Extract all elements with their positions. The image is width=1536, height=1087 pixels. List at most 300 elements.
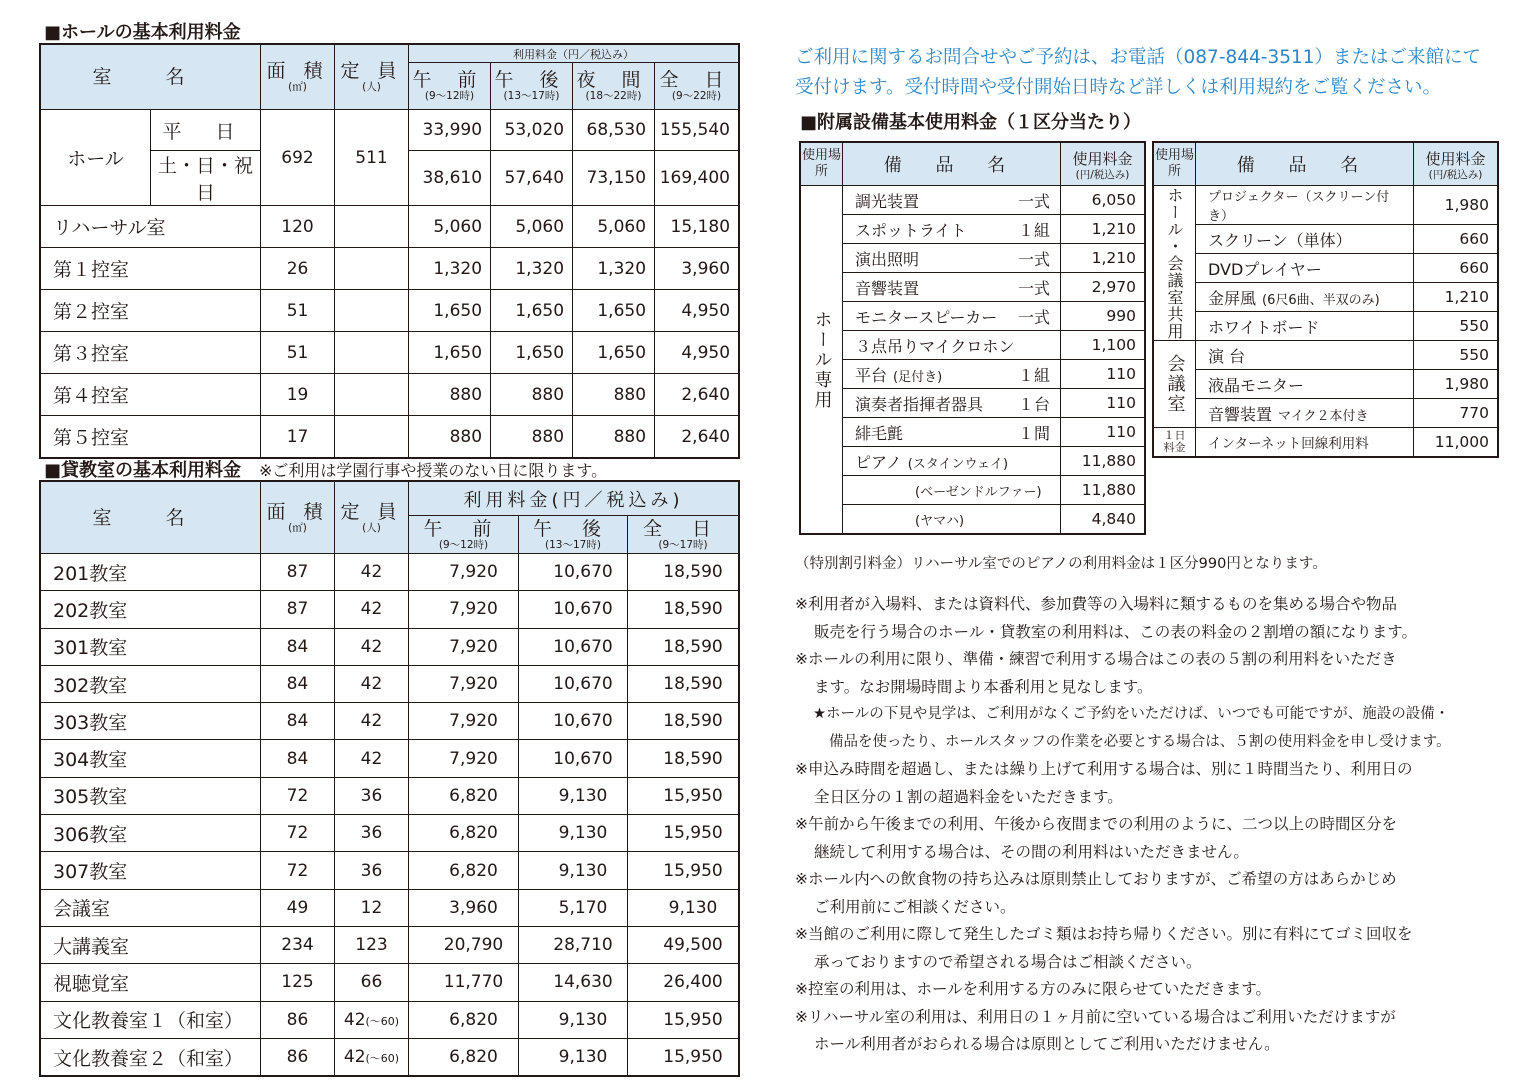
table-row (41, 964, 739, 1001)
room-name: 第３控室 (41, 332, 261, 374)
equipment-group-shared (1154, 186, 1196, 341)
room-fee: 1,650 (573, 332, 655, 374)
equipment-item-label (855, 189, 919, 212)
equipment-item-label (1208, 373, 1304, 396)
equipment-item-text: ピアノ (855, 452, 902, 472)
capacity-value: 42 (343, 1009, 366, 1030)
room-capacity (335, 416, 409, 458)
classroom-fee: 7,920 (409, 554, 519, 591)
classroom-fee: 18,590 (628, 591, 739, 628)
equipment-group-label: ホール専用 (811, 309, 833, 410)
equipment-item (843, 389, 1061, 418)
equipment-item-wrap (843, 247, 1060, 270)
equipment-item-label (855, 392, 983, 415)
table-row (801, 273, 1145, 302)
classroom-fee: 9,130 (519, 777, 628, 814)
classroom-fee: 26,400 (628, 964, 739, 1001)
equipment-item-wrap (843, 392, 1060, 415)
room-area: 51 (261, 290, 335, 332)
classroom-fee: 10,670 (519, 554, 628, 591)
equipment-fee: 990 (1061, 302, 1145, 331)
capacity-value: 36 (360, 823, 383, 844)
equipment-item-note: (ヤマハ) (915, 513, 965, 529)
classroom-fee: 14,630 (519, 964, 628, 1001)
equipment-group-hall-only (801, 186, 843, 534)
classroom-capacity (335, 554, 409, 591)
classroom-area: 72 (261, 777, 335, 814)
capacity-value: 123 (355, 935, 388, 956)
table-row (41, 889, 739, 926)
classroom-fee: 9,130 (519, 1001, 628, 1038)
equipment-item-unit: 一式 (1017, 191, 1050, 211)
classroom-fee: 18,590 (628, 665, 739, 702)
classroom-area: 86 (261, 1001, 335, 1038)
hall-weekday-fee: 155,540 (655, 110, 739, 151)
classroom-area: 72 (261, 815, 335, 852)
table-row (41, 374, 739, 416)
table-row (801, 215, 1145, 244)
equipment-item (1196, 428, 1414, 457)
room-fee: 1,650 (491, 290, 573, 332)
room-name: リハーサル室 (41, 206, 261, 248)
note-line: 販売を行う場合のホール・貸教室の利用料は、この表の料金の２割増の額になります。 (814, 622, 1417, 641)
classroom-area: 72 (261, 852, 335, 889)
room-fee: 5,060 (491, 206, 573, 248)
table-row (41, 1001, 739, 1038)
equipment-fee: 660 (1414, 225, 1498, 254)
equipment-item-label (855, 421, 903, 444)
classroom-name: 303教室 (41, 703, 261, 740)
equipment-item (843, 331, 1061, 360)
classroom-fee: 6,820 (409, 777, 519, 814)
equipment-item-unit: 一式 (1017, 278, 1050, 298)
classroom-header-capacity: 定 員 (人) (335, 482, 409, 554)
contact-info (795, 43, 1481, 103)
classroom-fee: 7,920 (409, 591, 519, 628)
room-fee: 1,320 (491, 248, 573, 290)
classroom-capacity (335, 852, 409, 889)
equipment-item-text: プロジェクター（スクリーン付き） (1208, 190, 1390, 224)
hall-weekday-fee: 53,020 (491, 110, 573, 151)
table-row (41, 206, 739, 248)
room-fee: 1,650 (409, 332, 491, 374)
room-fee: 880 (491, 416, 573, 458)
table-row (1154, 186, 1498, 225)
equipment-item-label (1208, 257, 1322, 280)
table-row (1154, 312, 1498, 341)
table-row (1154, 428, 1498, 457)
equipment-item-unit: １組 (1017, 365, 1050, 385)
equipment-fee: 2,970 (1061, 273, 1145, 302)
table-row (41, 740, 739, 777)
equipment-fee: 110 (1061, 389, 1145, 418)
room-fee: 1,650 (573, 290, 655, 332)
equipment-header-item: 備 品 名 (1196, 143, 1414, 186)
hall-header-room: 室 名 (41, 45, 261, 110)
table-row (801, 447, 1145, 476)
table-row (41, 703, 739, 740)
room-area: 51 (261, 332, 335, 374)
capacity-note: (～60) (365, 1052, 400, 1065)
classroom-header-area: 面 積 (㎡) (261, 482, 335, 554)
table-row (801, 331, 1145, 360)
equipment-group-label: ホール・会議室共用 (1165, 186, 1184, 340)
classroom-fee: 15,950 (628, 852, 739, 889)
equipment-item-unit: １組 (1017, 220, 1050, 240)
classroom-fee: 7,920 (409, 703, 519, 740)
equipment-item-wrap (1196, 186, 1413, 224)
classroom-capacity (335, 591, 409, 628)
classroom-name: 文化教養室１（和室） (41, 1001, 261, 1038)
equipment-item-unit: 一式 (1017, 307, 1050, 327)
table-row (801, 389, 1145, 418)
equipment-header-place: 使用場所 (1154, 143, 1196, 186)
capacity-value: 42 (360, 636, 383, 657)
note-line: 継続して利用する場合は、その間の利用料はいただきません。 (814, 842, 1249, 861)
equipment-item-text: DVDプレイヤー (1208, 259, 1322, 279)
room-fee: 880 (573, 374, 655, 416)
equipment-item-wrap (843, 421, 1060, 444)
hall-row-name: ホール (41, 110, 151, 206)
equipment-item-note: (足付き) (893, 369, 943, 385)
classroom-fee: 18,590 (628, 628, 739, 665)
equipment-group-daily (1154, 428, 1196, 457)
equipment-item (843, 418, 1061, 447)
table-row (41, 554, 739, 591)
capacity-value: 42 (343, 1047, 366, 1067)
classroom-area: 84 (261, 665, 335, 702)
equipment-item-label (855, 218, 967, 241)
equipment-item-wrap (1196, 344, 1413, 367)
equipment-item-wrap (843, 450, 1060, 473)
classroom-area: 84 (261, 740, 335, 777)
capacity-value: 42 (360, 674, 383, 695)
note-line: ※申込み時間を超過し、または繰り上げて利用する場合は、別に１時間当たり、利用日の (795, 760, 1413, 778)
equipment-item-note: (6尺6曲、半双のみ) (1262, 292, 1380, 308)
hall-holiday-label: 土・日・祝日 (151, 151, 261, 206)
equipment-header-place: 使用場所 (801, 143, 843, 186)
equipment-item-label (855, 276, 919, 299)
note-line: 全日区分の１割の超過料金をいただきます。 (814, 787, 1123, 806)
contact-line: ご利用に関するお問合せやご予約は、お電話（087-844-3511）またはご来館にて (795, 47, 1482, 68)
hall-fee-table (40, 44, 739, 458)
capacity-value: 42 (360, 562, 383, 583)
hall-holiday-fee: 169,400 (655, 151, 739, 206)
capacity-value: 42 (360, 711, 383, 732)
classroom-fee: 9,130 (628, 889, 739, 926)
classroom-name: 302教室 (41, 665, 261, 702)
equipment-fee: 1,980 (1414, 186, 1498, 225)
classroom-capacity (335, 815, 409, 852)
equipment-item-label (1208, 402, 1369, 425)
table-row (41, 815, 739, 852)
equipment-item-text: 緋毛氈 (855, 423, 904, 443)
table-row (41, 332, 739, 374)
equipment-item (1196, 254, 1414, 283)
equipment-item-label (1208, 432, 1369, 452)
room-area: 120 (261, 206, 335, 248)
table-row (41, 665, 739, 702)
classroom-section-title: ■貸教室の基本利用料金 ※ご利用は学園行事や授業のない日に限ります。 (44, 460, 608, 481)
room-fee: 2,640 (655, 416, 739, 458)
table-row (41, 926, 739, 963)
hall-header-morning: 午 前 (9～12時) (409, 63, 491, 110)
equipment-item-unit: １間 (1017, 423, 1050, 443)
equipment-item-text: ３点吊りマイクロホン (855, 336, 1015, 356)
note-line: ご利用前にご相談ください。 (814, 897, 1016, 916)
equipment-item-wrap (1196, 228, 1413, 251)
classroom-fee: 15,950 (628, 1038, 739, 1075)
classroom-fee: 18,590 (628, 554, 739, 591)
classroom-fee: 7,920 (409, 740, 519, 777)
equipment-fee: 1,980 (1414, 370, 1498, 399)
table-row (801, 360, 1145, 389)
classroom-name: 文化教養室２（和室） (41, 1038, 261, 1075)
table-row (41, 591, 739, 628)
classroom-fee-table (40, 481, 739, 1076)
classroom-area: 87 (261, 591, 335, 628)
equipment-fee: 110 (1061, 418, 1145, 447)
room-fee: 1,320 (409, 248, 491, 290)
classroom-header-afternoon: 午 後 (13～17時) (519, 516, 628, 554)
equipment-fee: 550 (1414, 341, 1498, 370)
note-line: ★ホールの下見や見学は、ご利用がなくご予約をいただけば、いつでも可能ですが、施設の設備・ (813, 706, 1450, 722)
equipment-fee: 11,000 (1414, 428, 1498, 457)
capacity-value: 36 (360, 860, 383, 881)
room-name: 第５控室 (41, 416, 261, 458)
usage-notes (795, 591, 1515, 1059)
classroom-area: 87 (261, 554, 335, 591)
room-area: 17 (261, 416, 335, 458)
special-discount-note: （特別割引料金）リハーサル室でのピアノの利用料金は１区分990円となります。 (795, 556, 1327, 572)
equipment-item (843, 505, 1061, 534)
note-line: ※リハーサル室の利用は、利用日の１ヶ月前に空いている場合はご利用いただけますが (795, 1007, 1396, 1026)
classroom-capacity (335, 777, 409, 814)
room-capacity (335, 248, 409, 290)
classroom-area: 234 (261, 926, 335, 963)
equipment-item-text: スポットライト (855, 220, 967, 240)
hall-header-capacity: 定 員 (人) (335, 45, 409, 110)
capacity-value: 42 (360, 599, 383, 620)
note-line: ※控室の利用は、ホールを利用する方のみに限らせていただきます。 (795, 980, 1271, 998)
equipment-item (843, 447, 1061, 476)
note-line: 承っておりますので希望される場合はご相談ください。 (814, 952, 1202, 971)
equipment-hall-table (800, 142, 1145, 534)
classroom-fee: 11,770 (409, 964, 519, 1001)
hall-weekday-fee: 68,530 (573, 110, 655, 151)
classroom-capacity (335, 703, 409, 740)
classroom-fee: 7,920 (409, 628, 519, 665)
hall-capacity: 511 (335, 110, 409, 206)
equipment-item-wrap (1196, 286, 1413, 309)
classroom-fee: 18,590 (628, 740, 739, 777)
equipment-item-wrap (1196, 373, 1413, 396)
classroom-fee: 5,170 (519, 889, 628, 926)
table-row (801, 505, 1145, 534)
room-capacity (335, 290, 409, 332)
classroom-name: 306教室 (41, 815, 261, 852)
note-line: ます。なお開場時間より本番利用と見なします。 (814, 677, 1153, 696)
classroom-fee: 9,130 (519, 852, 628, 889)
classroom-capacity (335, 665, 409, 702)
note-line: ※午前から午後までの利用、午後から夜間までの利用のように、二つ以上の時間区分を (795, 815, 1397, 833)
room-capacity (335, 374, 409, 416)
equipment-group-label: １日料金 (1163, 429, 1186, 454)
note-line: ※ホール内への飲食物の持ち込みは原則禁止しておりますが、ご希望の方はあらかじめ (795, 870, 1397, 888)
room-capacity (335, 332, 409, 374)
equipment-item-label (855, 334, 1014, 357)
equipment-item-wrap (1196, 432, 1413, 452)
classroom-area: 49 (261, 889, 335, 926)
classroom-header-fee-group: 利用料金(円／税込み) (409, 482, 739, 516)
equipment-item-note: (スタインウェイ) (907, 456, 1009, 472)
equipment-item (1196, 283, 1414, 312)
equipment-item-wrap (843, 305, 1060, 328)
note-line: ※当館のご利用に際して発生したゴミ類はお持ち帰りください。別に有料にてゴミ回収を (795, 925, 1413, 943)
room-area: 19 (261, 374, 335, 416)
equipment-item-note: (ベーゼンドルファー) (915, 484, 1042, 500)
classroom-fee: 15,950 (628, 815, 739, 852)
classroom-capacity (335, 926, 409, 963)
equipment-item-text: 液晶モニター (1208, 375, 1305, 395)
equipment-item (1196, 370, 1414, 399)
equipment-fee: 550 (1414, 312, 1498, 341)
table-row (1154, 399, 1498, 428)
equipment-item-text: 演 台 (1208, 346, 1246, 366)
table-row (41, 416, 739, 458)
classroom-name: 大講義室 (41, 926, 261, 963)
classroom-name: 視聴覚室 (41, 964, 261, 1001)
equipment-fee: 4,840 (1061, 505, 1145, 534)
equipment-item-wrap (843, 276, 1060, 299)
equipment-fee: 11,880 (1061, 476, 1145, 505)
equipment-item (843, 360, 1061, 389)
classroom-fee: 3,960 (409, 889, 519, 926)
classroom-fee: 6,820 (409, 815, 519, 852)
equipment-item-label (855, 510, 964, 529)
equipment-item-wrap (1196, 315, 1413, 338)
room-fee: 1,320 (573, 248, 655, 290)
equipment-shared-table (1153, 142, 1498, 457)
classroom-fee: 10,670 (519, 703, 628, 740)
hall-header-fee-group: 利用料金（円／税込み） (409, 45, 739, 63)
note-line: ※ホールの利用に限り、準備・練習で利用する場合はこの表の５割の利用料をいただき (795, 650, 1397, 668)
equipment-fee: 110 (1061, 360, 1145, 389)
classroom-fee: 10,670 (519, 628, 628, 665)
equipment-item-text: 平台 (855, 365, 888, 385)
equipment-header-item: 備 品 名 (843, 143, 1061, 186)
equipment-fee: 1,210 (1061, 215, 1145, 244)
equipment-fee: 660 (1414, 254, 1498, 283)
equipment-item-label (855, 450, 1008, 473)
equipment-item-wrap (843, 481, 1060, 500)
table-row (41, 1038, 739, 1075)
room-fee: 5,060 (409, 206, 491, 248)
classroom-fee: 9,130 (519, 1038, 628, 1075)
equipment-item (843, 215, 1061, 244)
equipment-item (843, 186, 1061, 215)
classroom-fee: 7,920 (409, 665, 519, 702)
table-row (41, 628, 739, 665)
equipment-item-text: ホワイトボード (1208, 317, 1320, 337)
classroom-fee: 15,950 (628, 1001, 739, 1038)
room-fee: 4,950 (655, 290, 739, 332)
equipment-item-text: 演奏者指揮者器具 (855, 394, 984, 414)
classroom-fee: 15,950 (628, 777, 739, 814)
room-area: 26 (261, 248, 335, 290)
classroom-fee: 6,820 (409, 1001, 519, 1038)
classroom-name: 201教室 (41, 554, 261, 591)
equipment-item (843, 244, 1061, 273)
classroom-area: 86 (261, 1038, 335, 1075)
equipment-item-text: 金屏風 (1208, 288, 1257, 308)
equipment-item-label (1208, 286, 1380, 309)
hall-holiday-fee: 38,610 (409, 151, 491, 206)
hall-header-allday: 全 日 (9～22時) (655, 63, 739, 110)
hall-weekday-label: 平 日 (151, 110, 261, 151)
room-capacity (335, 206, 409, 248)
equipment-item-wrap (843, 218, 1060, 241)
classroom-fee: 28,710 (519, 926, 628, 963)
room-fee: 880 (409, 374, 491, 416)
hall-area: 692 (261, 110, 335, 206)
equipment-item (843, 273, 1061, 302)
table-row (1154, 225, 1498, 254)
classroom-area: 84 (261, 628, 335, 665)
equipment-fee: 770 (1414, 399, 1498, 428)
equipment-header-fee: 使用料金 (円/税込み) (1061, 143, 1145, 186)
hall-section-title: ■ホールの基本利用料金 (44, 22, 241, 43)
equipment-item (1196, 399, 1414, 428)
equipment-item-wrap (843, 189, 1060, 212)
equipment-item-wrap (1196, 402, 1413, 425)
equipment-item-label (1208, 186, 1403, 224)
classroom-fee: 18,590 (628, 703, 739, 740)
equipment-item-text: スクリーン（単体） (1208, 230, 1352, 250)
equipment-item-label (1208, 228, 1352, 251)
equipment-item-label (855, 481, 1042, 500)
equipment-group-label: 会議室 (1164, 354, 1186, 414)
note-line: 備品を使ったり、ホールスタッフの作業を必要とする場合は、５割の使用料金を申し受けます。 (829, 733, 1451, 750)
classroom-area: 84 (261, 703, 335, 740)
equipment-header-fee: 使用料金 (円/税込み) (1414, 143, 1498, 186)
classroom-fee: 6,820 (409, 852, 519, 889)
room-fee: 4,950 (655, 332, 739, 374)
capacity-value: 12 (360, 897, 383, 918)
hall-header-area: 面 積 (㎡) (261, 45, 335, 110)
classroom-name: 305教室 (41, 777, 261, 814)
classroom-name: 202教室 (41, 591, 261, 628)
table-row (41, 852, 739, 889)
classroom-fee: 49,500 (628, 926, 739, 963)
table-row (1154, 370, 1498, 399)
contact-line: 受付けます。受付時間や受付開始日時など詳しくは利用規約をご覧ください。 (795, 77, 1442, 98)
classroom-header-morning: 午 前 (9～12時) (409, 516, 519, 554)
table-row (41, 290, 739, 332)
equipment-item (843, 476, 1061, 505)
classroom-header-allday: 全 日 (9～17時) (628, 516, 739, 554)
room-fee: 880 (409, 416, 491, 458)
room-fee: 1,650 (409, 290, 491, 332)
table-row (801, 302, 1145, 331)
equipment-item (1196, 225, 1414, 254)
table-row (801, 476, 1145, 505)
room-fee: 15,180 (655, 206, 739, 248)
table-row (1154, 254, 1498, 283)
equipment-section-title: ■附属設備基本使用料金（１区分当たり） (800, 112, 1142, 133)
equipment-item-text: 音響装置 (1208, 404, 1273, 424)
equipment-item (1196, 341, 1414, 370)
